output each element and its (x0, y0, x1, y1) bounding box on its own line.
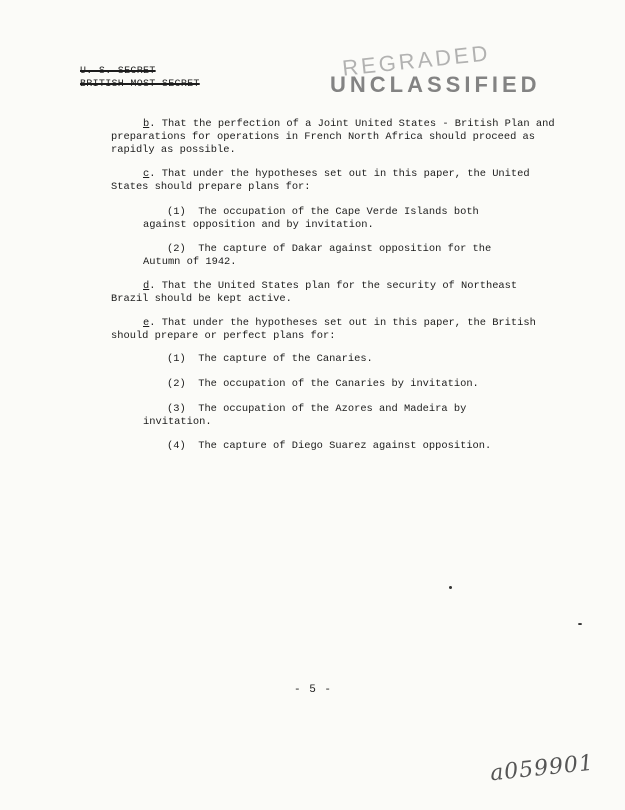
para-e-item-1: (1) The capture of the Canaries. (167, 353, 373, 365)
page-number: - 5 - (294, 684, 333, 696)
scan-speck (578, 623, 582, 625)
handwritten-document-number: a059901 (488, 750, 596, 787)
para-e-item-3-line-2: invitation. (143, 416, 212, 428)
para-b-line-2: preparations for operations in French North Africa should proceed as (111, 131, 536, 143)
para-c-line-2: States should prepare plans for: (111, 181, 311, 193)
scan-speck (449, 586, 452, 589)
para-d-letter: d (143, 280, 150, 292)
classification-british-most-secret: BRITISH MOST SECRET (80, 79, 200, 90)
para-e-line-1: e. That under the hypotheses set out in this paper, the British (143, 317, 536, 329)
para-c-item-2-line-1: (2) The capture of Dakar against opposition for the (167, 243, 492, 255)
para-e-item-2: (2) The occupation of the Canaries by invitation. (167, 378, 479, 390)
para-e-item-4: (4) The capture of Diego Suarez against opposition. (167, 440, 492, 452)
para-d-line-2: Brazil should be kept active. (111, 293, 292, 305)
para-e-item-3-line-1: (3) The occupation of the Azores and Madeira by (167, 403, 467, 415)
para-c-item-1-line-1: (1) The occupation of the Cape Verde Islands both (167, 206, 479, 218)
para-b-line-1: b. That the perfection of a Joint United States - British Plan and (143, 118, 555, 130)
para-c-letter: c (143, 168, 150, 180)
para-e-line-2: should prepare or perfect plans for: (111, 330, 336, 342)
para-d-line-1: d. That the United States plan for the security of Northeast (143, 280, 518, 292)
para-c-item-2-line-2: Autumn of 1942. (143, 256, 237, 268)
para-c-line-1: c. That under the hypotheses set out in this paper, the United (143, 168, 530, 180)
classification-us-secret: U. S. SECRET (80, 66, 156, 77)
para-c-item-1-line-2: against opposition and by invitation. (143, 219, 374, 231)
para-b-line-3: rapidly as possible. (111, 144, 236, 156)
regraded-stamp: REGRADED (341, 40, 492, 81)
unclassified-stamp: UNCLASSIFIED (330, 72, 541, 97)
para-e-letter: e (143, 317, 150, 329)
para-b-letter: b (143, 118, 150, 130)
